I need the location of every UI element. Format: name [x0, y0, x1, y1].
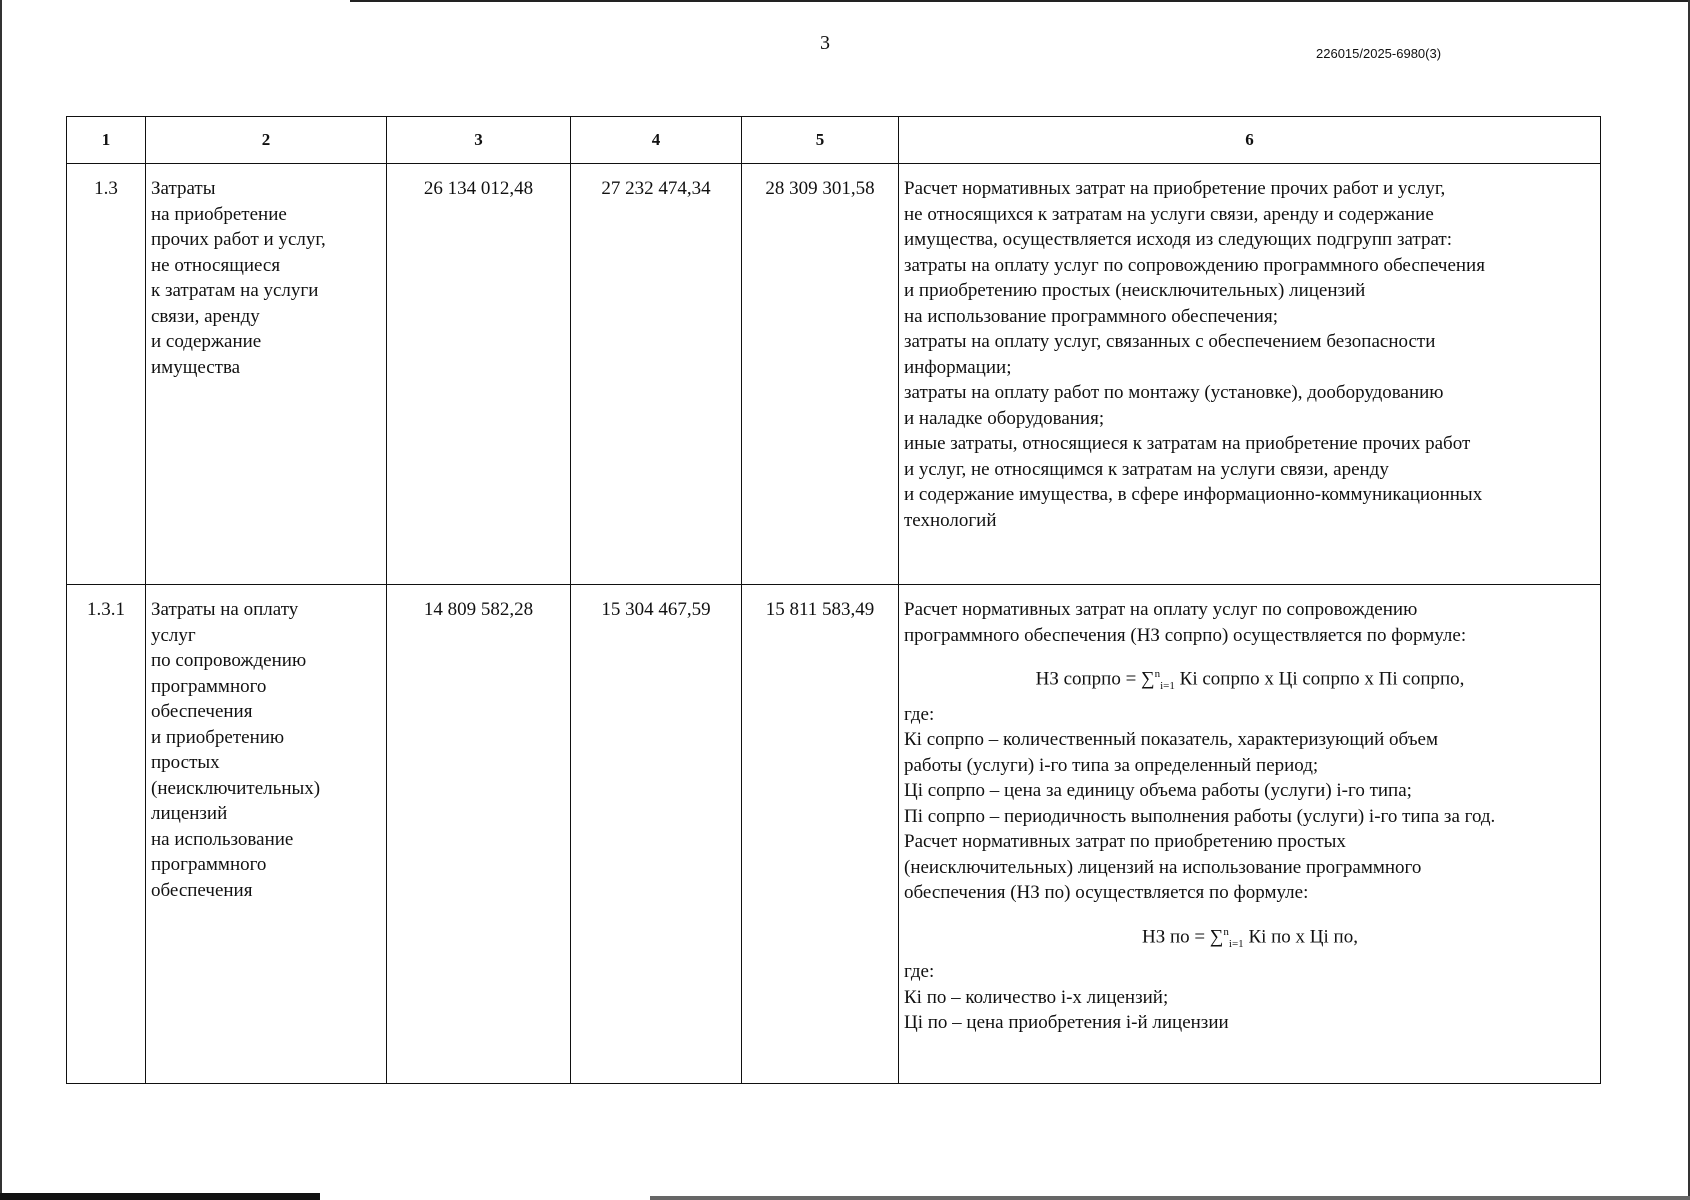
description-line: и содержание имущества, в сфере информационно-коммуникационных	[904, 484, 1483, 505]
header-row	[67, 117, 1601, 164]
row-number: 1.3	[67, 164, 146, 585]
formula-right: Кi по х Цi по,	[1243, 925, 1358, 947]
description-line: имущества, осуществляется исходя из следующих подгрупп затрат:	[904, 229, 1452, 250]
scan-edge-bottom-right	[650, 1196, 1690, 1200]
cost-name-line: обеспечения	[151, 879, 253, 901]
scan-edge-bottom	[0, 1193, 320, 1200]
sum-upper-limit: n	[1223, 925, 1229, 938]
header-col-4: 4	[571, 117, 742, 164]
document-id: 226015/2025-6980(3)	[1316, 46, 1442, 61]
description-line: (неисключительных) лицензий на использование программного	[904, 856, 1422, 878]
cost-name-line: на использование	[151, 828, 294, 850]
description-line: Кi сопрпо – количественный показатель, характеризующий объем	[904, 729, 1439, 751]
description-line: обеспечения (НЗ по) осуществляется по формуле:	[904, 882, 1309, 904]
description-line: затраты на оплату услуг, связанных с обеспечением безопасности	[904, 331, 1436, 352]
cost-name-line: Затраты	[151, 178, 216, 199]
formula-right: Кi сопрпо х Цi сопрпо х Пi сопрпо,	[1174, 668, 1465, 690]
cost-name-line: обеспечения	[151, 701, 253, 722]
cost-name-cell	[146, 585, 387, 1084]
header-col-1: 1	[67, 117, 146, 164]
description-line: Цi сопрпо – цена за единицу объема работы (услуги) i-го типа;	[904, 780, 1412, 802]
header-col-5: 5	[742, 117, 899, 164]
cost-name-line: к затратам на услуги	[151, 280, 319, 301]
description-line: Расчет нормативных затрат на оплату услуг по сопровождению	[904, 599, 1418, 620]
amount-col-3: 14 809 582,28	[387, 585, 571, 1084]
sum-lower-limit: i=1	[1228, 937, 1244, 950]
table-row	[67, 585, 1601, 1084]
header-col-3: 3	[387, 117, 571, 164]
description-line: затраты на оплату работ по монтажу (установке), дооборудованию	[904, 382, 1444, 403]
cost-name-line: и содержание	[151, 331, 262, 352]
description-line: Расчет нормативных затрат на приобретение прочих работ и услуг,	[904, 178, 1446, 199]
cost-name-line: не относящиеся	[151, 254, 281, 276]
scan-edge-left	[0, 0, 2, 1200]
cost-name-line: (неисключительных)	[151, 777, 321, 799]
header-col-6: 6	[899, 117, 1601, 164]
description-line: иные затраты, относящиеся к затратам на приобретение прочих работ	[904, 433, 1471, 454]
description-line: Кi по – количество i-х лицензий;	[904, 986, 1169, 1008]
description-line: работы (услуги) i-го типа за определенный период;	[904, 754, 1319, 776]
cost-name-line: и приобретению	[151, 726, 285, 748]
table-row	[67, 164, 1601, 585]
cost-name-line: прочих работ и услуг,	[151, 229, 326, 250]
sum-symbol	[1141, 662, 1175, 700]
description-line: программного обеспечения (НЗ сопрпо) осуществляется по формуле:	[904, 624, 1467, 646]
description-line: не относящихся к затратам на услуги связи, аренду и содержание	[904, 203, 1434, 225]
cost-name-line: простых	[151, 752, 220, 773]
calculation-description	[899, 585, 1601, 1084]
cost-table	[66, 116, 1601, 1084]
amount-col-5: 28 309 301,58	[742, 164, 899, 585]
cost-name-line: на приобретение	[151, 203, 287, 225]
description-line: где:	[904, 703, 935, 725]
formula-left: НЗ сопрпо =	[1035, 668, 1142, 690]
amount-col-3: 26 134 012,48	[387, 164, 571, 585]
description-line: где:	[904, 961, 935, 983]
description-line: затраты на оплату услуг по сопровождению программного обеспечения	[904, 254, 1485, 276]
header-col-2: 2	[146, 117, 387, 164]
cost-name-line: имущества	[151, 356, 241, 378]
formula-support	[904, 662, 1596, 700]
cost-name-line: программного	[151, 675, 267, 697]
cost-name-line: программного	[151, 854, 267, 875]
description-line: Пi сопрпо – периодичность выполнения работы (услуги) i-го типа за год.	[904, 805, 1496, 827]
cost-name-line: услуг	[151, 624, 196, 646]
description-line: и услуг, не относящимся к затратам на услуги связи, аренду	[904, 458, 1389, 480]
description-line: информации;	[904, 356, 1012, 378]
sum-sign: ∑	[1141, 668, 1155, 690]
row-number: 1.3.1	[67, 585, 146, 1084]
cost-name-cell	[146, 164, 387, 585]
page-number: 3	[820, 32, 830, 54]
amount-col-5: 15 811 583,49	[742, 585, 899, 1084]
description-line: и приобретению простых (неисключительных) лицензий	[904, 280, 1366, 301]
cost-name-line: по сопровождению	[151, 650, 307, 671]
sum-sign: ∑	[1209, 925, 1224, 947]
cost-name-line: связи, аренду	[151, 305, 260, 327]
description-line: Цi по – цена приобретения i-й лицензии	[904, 1012, 1229, 1034]
scan-edge-top	[350, 0, 1690, 2]
sum-upper-limit: n	[1154, 668, 1161, 680]
sum-lower-limit: i=1	[1160, 680, 1175, 693]
sum-symbol	[1210, 920, 1244, 958]
description-line: и наладке оборудования;	[904, 407, 1105, 429]
formula-left: НЗ по =	[1142, 925, 1210, 947]
description-line: на использование программного обеспечения;	[904, 305, 1278, 327]
description-line: Расчет нормативных затрат по приобретению простых	[904, 831, 1346, 853]
calculation-description	[899, 164, 1601, 585]
cost-name-line: Затраты на оплату	[151, 599, 299, 620]
formula-licenses	[904, 920, 1596, 958]
cost-name-line: лицензий	[151, 803, 228, 824]
description-line: технологий	[904, 509, 997, 531]
amount-col-4: 15 304 467,59	[571, 585, 742, 1084]
amount-col-4: 27 232 474,34	[571, 164, 742, 585]
